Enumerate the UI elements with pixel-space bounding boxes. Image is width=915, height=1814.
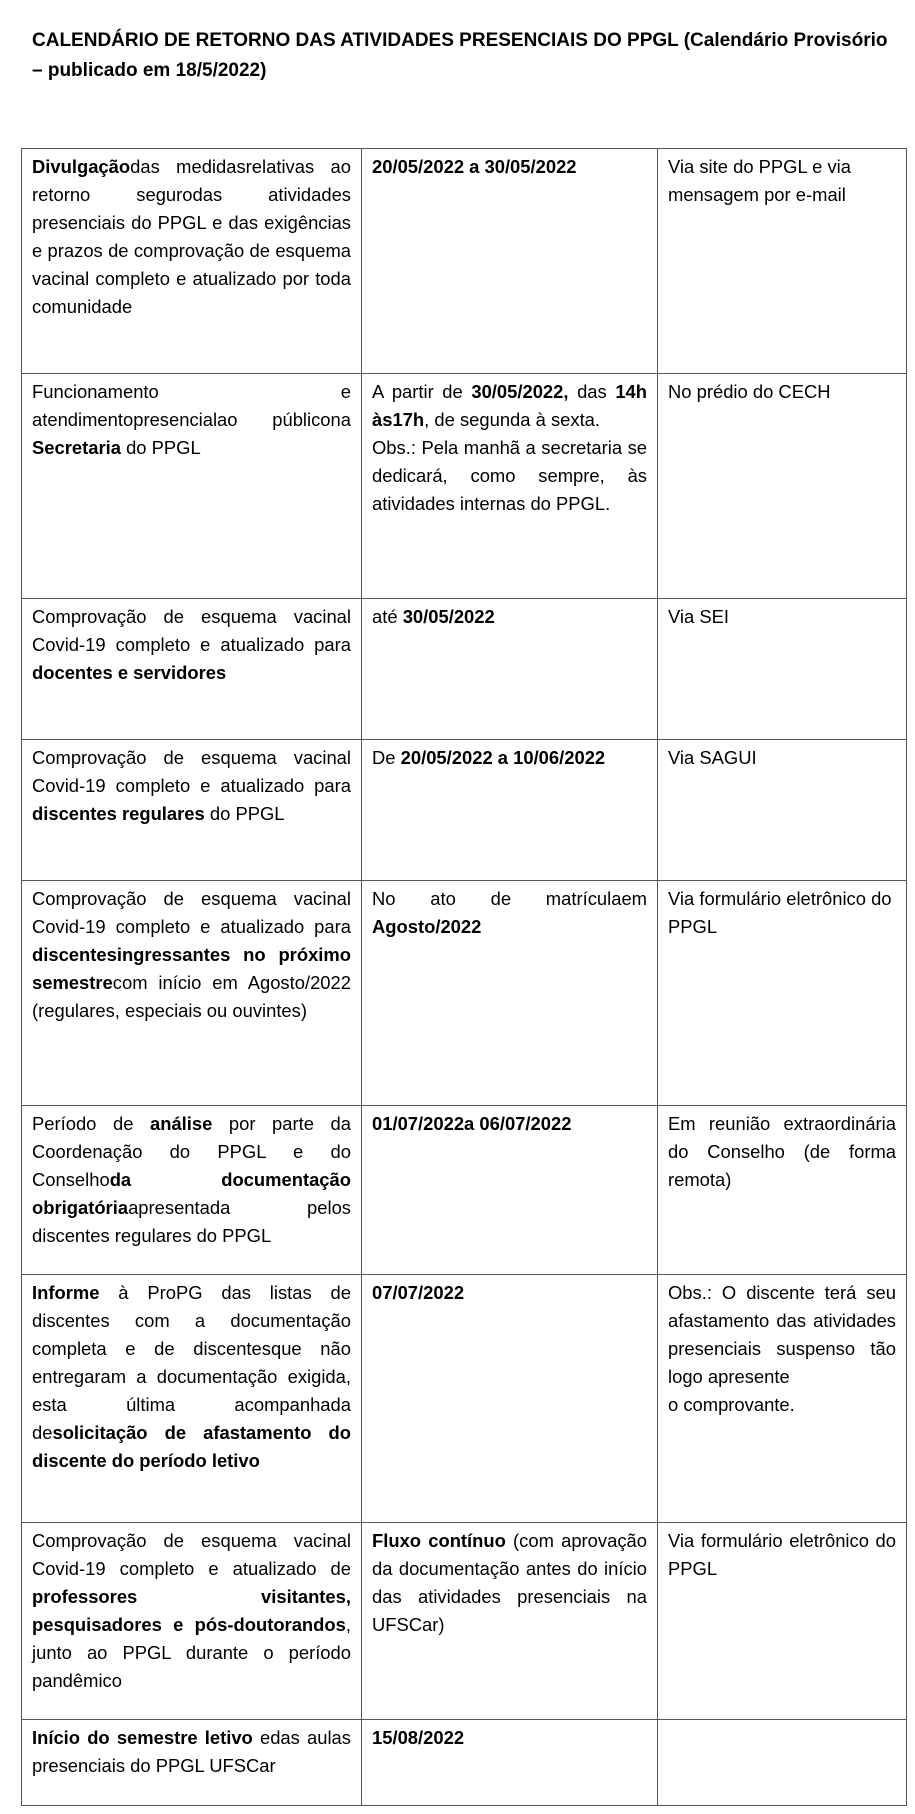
activity-text xyxy=(32,744,351,828)
table-row xyxy=(22,1275,907,1523)
location-text xyxy=(668,744,896,772)
bold-text-run: 30/05/2022, xyxy=(471,381,569,402)
period-cell xyxy=(362,149,658,374)
text-run: Comprovação de esquema vacinal Covid-19 completo e atualizado para xyxy=(32,888,351,937)
bold-text-run: 30/05/2022 xyxy=(402,606,495,627)
bold-text-run: discentes regulares xyxy=(32,803,205,824)
text-run: Obs.: O discente terá seu afastamento das atividades presenciais suspenso tão logo apresente xyxy=(668,1282,896,1387)
table-row xyxy=(22,1523,907,1720)
table-row xyxy=(22,881,907,1106)
document-title: CALENDÁRIO DE RETORNO DAS ATIVIDADES PRESENCIAIS DO PPGL (Calendário Provisório – publicado em 18/5/2022) xyxy=(32,30,888,81)
bold-text-run: 15/08/2022 xyxy=(372,1727,465,1748)
text-run: Período de xyxy=(32,1113,150,1134)
bold-text-run: Divulgação xyxy=(32,156,131,177)
text-run: Funcionamento e atendimentopresencialao públicona xyxy=(32,381,351,430)
period-text xyxy=(372,153,647,181)
text-run: A partir de xyxy=(372,381,472,402)
text-run: Comprovação de esquema vacinal Covid-19 completo e atualizado para xyxy=(32,606,351,655)
activity-text xyxy=(32,885,351,1025)
activity-text xyxy=(32,1527,351,1695)
table-row xyxy=(22,374,907,599)
period-text xyxy=(372,1110,647,1138)
text-run: De xyxy=(372,747,401,768)
text-run: Via site do PPGL e via mensagem por e-mail xyxy=(668,156,851,205)
period-text xyxy=(372,1724,647,1752)
activity-cell xyxy=(22,881,362,1106)
bold-text-run: professores visitantes, pesquisadores e pós-doutorandos xyxy=(32,1586,351,1635)
period-text xyxy=(372,1527,647,1639)
location-cell xyxy=(658,1106,907,1275)
period-cell xyxy=(362,1106,658,1275)
table-row xyxy=(22,1720,907,1806)
text-run: Via formulário eletrônico do PPGL xyxy=(668,1530,896,1579)
bold-text-run: Fluxo contínuo xyxy=(372,1530,506,1551)
table-row xyxy=(22,599,907,740)
location-text xyxy=(668,378,896,406)
bold-text-run: solicitação de afastamento do discente do período letivo xyxy=(32,1422,351,1471)
period-cell xyxy=(362,599,658,740)
text-run: No ato de matrículaem xyxy=(372,888,647,909)
location-text xyxy=(668,153,896,209)
location-text xyxy=(668,603,896,631)
activity-cell xyxy=(22,1106,362,1275)
text-run: do PPGL xyxy=(204,803,285,824)
bold-text-run: 14h às17h xyxy=(372,381,648,430)
activity-text xyxy=(32,153,351,321)
location-cell xyxy=(658,149,907,374)
text-run: Via formulário eletrônico do PPGL xyxy=(668,888,892,937)
period-text xyxy=(372,744,647,772)
text-run: , de segunda à sexta. xyxy=(424,409,601,430)
text-run: (com aprovação da documentação antes do início das atividades presenciais na UFSCar) xyxy=(372,1530,647,1635)
location-cell xyxy=(658,881,907,1106)
activity-cell xyxy=(22,599,362,740)
period-text xyxy=(372,885,647,941)
table-row xyxy=(22,1106,907,1275)
bold-text-run: Agosto/2022 xyxy=(372,916,482,937)
activity-cell xyxy=(22,1275,362,1523)
text-run: das medidasrelativas ao retorno segurodas atividades presenciais do PPGL e das exigências e prazos de comprovação de esquema vacinal completo e atualizado por toda comunidade xyxy=(32,156,351,317)
text-run: das xyxy=(568,381,616,402)
activity-text xyxy=(32,1110,351,1250)
text-run: até xyxy=(372,606,403,627)
period-text xyxy=(372,1279,647,1307)
bold-text-run: Informe xyxy=(32,1282,100,1303)
period-text xyxy=(372,603,647,631)
text-run: Via SAGUI xyxy=(668,747,757,768)
location-cell xyxy=(658,1523,907,1720)
activity-text xyxy=(32,378,351,462)
bold-text-run: 01/07/2022a 06/07/2022 xyxy=(372,1113,572,1134)
text-run: Comprovação de esquema vacinal Covid-19 completo e atualizado de xyxy=(32,1530,351,1579)
bold-text-run: discentesingressantes no próximo semestre xyxy=(32,944,351,993)
period-cell xyxy=(362,881,658,1106)
bold-text-run: análise xyxy=(149,1113,213,1134)
location-cell xyxy=(658,374,907,599)
location-text xyxy=(668,1110,896,1194)
bold-text-run: Secretaria xyxy=(32,437,121,458)
activity-cell xyxy=(22,149,362,374)
text-run: do PPGL xyxy=(120,437,201,458)
text-run: No prédio do CECH xyxy=(668,381,831,402)
text-run: com início em Agosto/2022 (regulares, especiais ou ouvintes) xyxy=(32,972,351,1021)
activity-cell xyxy=(22,740,362,881)
table-row xyxy=(22,149,907,374)
text-run: Comprovação de esquema vacinal Covid-19 completo e atualizado para xyxy=(32,747,351,796)
text-run: por parte da Coordenação do PPGL e do Conselho xyxy=(32,1113,351,1190)
activity-text xyxy=(32,1279,351,1475)
location-text xyxy=(668,1527,896,1583)
location-cell xyxy=(658,1275,907,1523)
text-run: , junto ao PPGL durante o período pandêmico xyxy=(32,1614,351,1691)
period-cell xyxy=(362,1275,658,1523)
location-cell xyxy=(658,1720,907,1806)
location-text xyxy=(668,885,896,941)
text-run: Obs.: Pela manhã a secretaria se dedicará, como sempre, às atividades internas do PPGL. xyxy=(372,437,647,514)
activity-cell xyxy=(22,1523,362,1720)
text-run: à ProPG das listas de discentes com a documentação completa e de discentesque não entregaram a documentação exigida, esta última acompanhada de xyxy=(32,1282,351,1443)
table-row xyxy=(22,740,907,881)
bold-text-run: 07/07/2022 xyxy=(372,1282,465,1303)
location-cell xyxy=(658,740,907,881)
activity-text xyxy=(32,1724,351,1780)
period-cell xyxy=(362,740,658,881)
text-run: o comprovante. xyxy=(668,1394,795,1415)
period-cell xyxy=(362,1720,658,1806)
activity-text xyxy=(32,603,351,687)
activity-cell xyxy=(22,1720,362,1806)
location-cell xyxy=(658,599,907,740)
bold-text-run: 20/05/2022 a 30/05/2022 xyxy=(372,156,577,177)
bold-text-run: 20/05/2022 a 10/06/2022 xyxy=(400,747,606,768)
text-run: edas aulas presenciais do PPGL UFSCar xyxy=(32,1727,351,1776)
bold-text-run: docentes e servidores xyxy=(32,662,227,683)
period-text xyxy=(372,378,647,518)
bold-text-run: da documentação obrigatória xyxy=(32,1169,351,1218)
text-run: Via SEI xyxy=(668,606,729,627)
period-cell xyxy=(362,374,658,599)
activity-cell xyxy=(22,374,362,599)
period-cell xyxy=(362,1523,658,1720)
text-run: apresentada pelos discentes regulares do PPGL xyxy=(32,1197,351,1246)
location-text xyxy=(668,1279,896,1419)
calendar-table xyxy=(21,148,907,1806)
text-run: Em reunião extraordinária do Conselho (de forma remota) xyxy=(668,1113,896,1190)
bold-text-run: Início do semestre letivo xyxy=(32,1727,253,1748)
